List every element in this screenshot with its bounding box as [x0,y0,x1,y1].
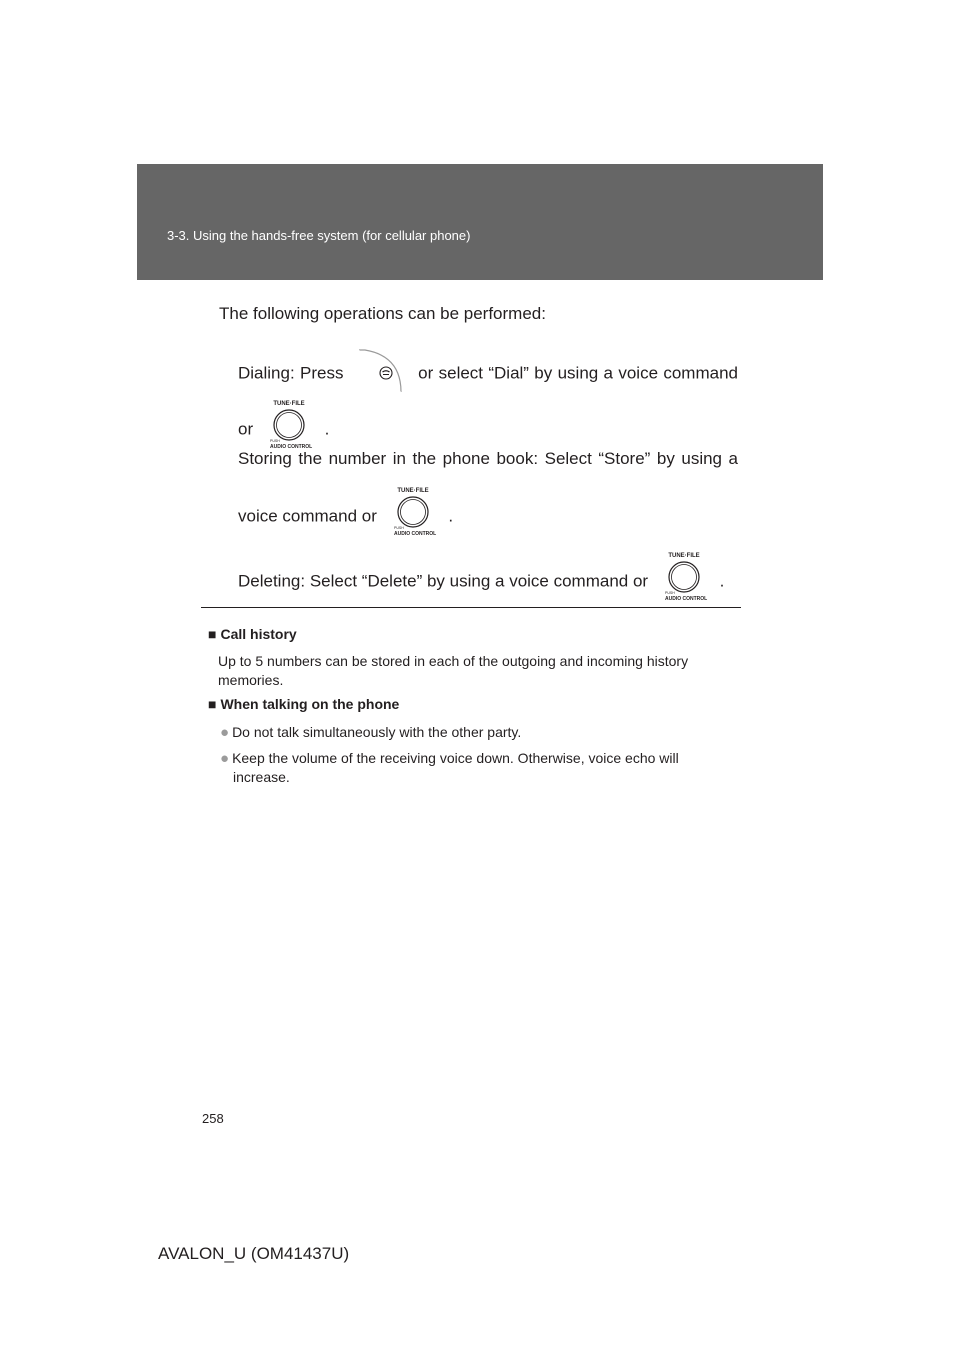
talking-item-1: ● Do not talk simultaneously with the other party. [220,724,522,741]
talking-item-2: ● Keep the volume of the receiving voice down. Otherwise, voice echo will [220,750,679,767]
dialing-end: . [324,419,330,439]
knob-push-label: PUSH [664,591,675,595]
intro-text: The following operations can be performed: [219,304,546,323]
phone-off-hook-icon [357,348,405,394]
knob-push-label: PUSH [269,439,280,443]
dialing-text-before: Dialing: Press [238,363,344,383]
call-history-text-2: memories. [218,672,284,688]
deleting-text: Deleting: Select “Delete” by using a voice command or [238,571,649,591]
dialing-text-after: or select “Dial” by using a voice command [418,363,738,383]
storing-line-2 [238,490,453,544]
knob-top-label: TUNE·FILE [273,401,305,407]
round-bullet-icon: ● [220,750,230,767]
square-bullet-icon: ■ [208,696,217,712]
page-number: 258 [202,1111,224,1126]
knob-bottom-label: AUDIO CONTROL [393,531,436,537]
talking-heading: ■ When talking on the phone [208,696,400,712]
storing-line-1: Storing the number in the phone book: Select “Store” by using a [238,449,738,468]
section-title: 3-3. Using the hands-free system (for cellular phone) [167,228,471,243]
tune-file-knob-icon [262,397,316,451]
document-code: AVALON_U (OM41437U) [158,1244,350,1263]
tune-file-knob-icon [657,549,711,603]
knob-top-label: TUNE·FILE [668,553,700,559]
call-history-heading: ■ Call history [208,626,297,642]
section-header-band [137,164,823,280]
round-bullet-icon: ● [220,724,230,741]
talking-item-2-cont: increase. [233,769,290,785]
dialing-or: or [238,419,254,439]
deleting-end: . [719,571,725,591]
storing-text: voice command or [238,506,377,526]
knob-top-label: TUNE·FILE [396,488,429,494]
knob-bottom-label: AUDIO CONTROL [664,596,708,602]
deleting-line [238,555,724,609]
tune-file-knob-icon [386,484,440,538]
knob-bottom-label: AUDIO CONTROL [269,444,313,450]
section-divider [201,607,741,608]
square-bullet-icon: ■ [208,626,217,642]
dialing-line [238,351,738,397]
knob-push-label: PUSH [393,526,404,530]
call-history-text-1: Up to 5 numbers can be stored in each of the outgoing and incoming history [218,653,689,669]
storing-end: . [448,506,454,526]
